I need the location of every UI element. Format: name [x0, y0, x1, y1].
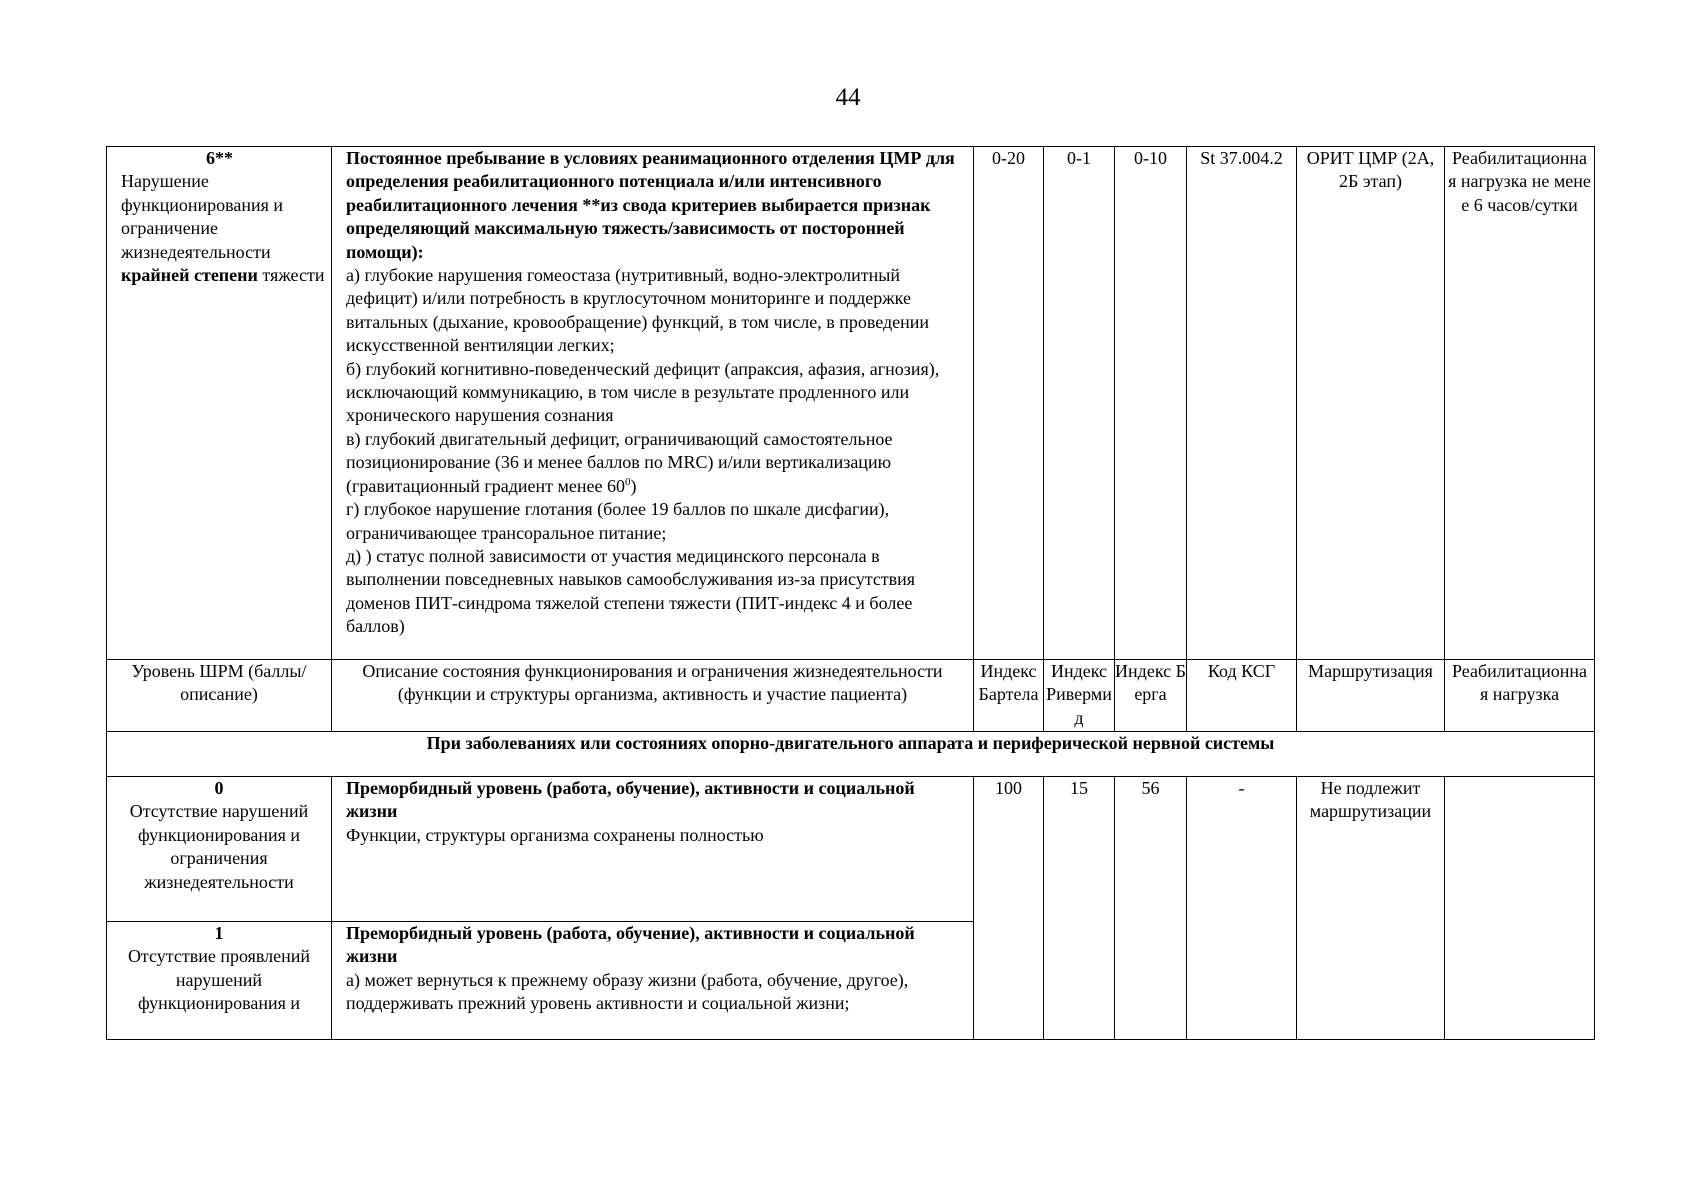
rehab-scale-table — [106, 146, 1595, 1040]
header-level: Уровень ШРМ (баллы/описание) — [107, 660, 332, 732]
level-text-end: тяжести — [262, 265, 325, 286]
description-text: а) может вернуться к прежнему образу жизни (работа, обучение, другое), поддерживать прежний уровень активности и социальной жизни; — [346, 969, 909, 1014]
level-text-bold: крайней степени — [121, 265, 258, 286]
rivermead-cell: 15 — [1044, 777, 1115, 1040]
table-row-level-0 — [107, 777, 1595, 922]
barthel-cell: 0-20 — [974, 147, 1044, 660]
page-number: 44 — [835, 84, 861, 111]
criterion-g: г) глубокое нарушение глотания (более 19 баллов по шкале дисфагии), ограничивающее трансоральное питание; — [346, 499, 890, 543]
section-title: При заболеваниях или состояниях опорно-двигательного аппарата и периферической нервной системы — [107, 732, 1595, 777]
barthel-cell: 100 — [974, 777, 1044, 1040]
level-text: Отсутствие нарушений функционирования и ограничения жизнедеятельности — [129, 801, 309, 892]
level-cell — [107, 147, 332, 660]
load-cell: Реабилитационная нагрузка не менее 6 часов/сутки — [1445, 147, 1595, 660]
header-routing: Маршрутизация — [1297, 660, 1445, 732]
criterion-v-text: в) глубокий двигательный дефицит, ограничивающий самостоятельное позиционирование (36 и менее баллов по MRC) и/или вертикализацию (гравитационный градиент менее 60 — [346, 428, 893, 496]
description-cell — [332, 922, 974, 1040]
load-cell — [1445, 777, 1595, 1040]
description-bold: Постоянное пребывание в условиях реанимационного отделения ЦМР для определения реабилитационного потенциала и/или интенсивного реабилитационного лечения **из свода критериев выбирается признак определяющий максимальную тяжесть/зависимость от посторонней помощи): — [346, 148, 955, 262]
criterion-v — [346, 428, 970, 498]
level-number: 0 — [214, 778, 224, 798]
header-rivermead: Индекс Ривермид — [1044, 660, 1115, 732]
level-text: Отсутствие проявлений нарушений функционирования и — [127, 946, 311, 1014]
description-text: Функции, структуры организма сохранены полностью — [346, 824, 764, 845]
header-berg: Индекс Берга — [1115, 660, 1187, 732]
description-bold: Преморбидный уровень (работа, обучение), активности и социальной жизни — [346, 923, 915, 967]
description-bold: Преморбидный уровень (работа, обучение), активности и социальной жизни — [346, 778, 915, 822]
header-description: Описание состояния функционирования и ограничения жизнедеятельности (функции и структуры организма, активность и участие пациента) — [332, 660, 974, 732]
criterion-v-end: ) — [630, 475, 637, 496]
berg-cell: 0-10 — [1115, 147, 1187, 660]
criterion-a: а) глубокие нарушения гомеостаза (нутритивный, водно-электролитный дефицит) и/или потребность в круглосуточном мониторинге и поддержке витальных (дыхание, кровообращение) функций, в том числе, в проведении искусственной вентиляции легких; — [346, 265, 930, 356]
header-barthel: Индекс Бартела — [974, 660, 1044, 732]
level-cell — [107, 777, 332, 922]
rivermead-cell: 0-1 — [1044, 147, 1115, 660]
criterion-b: б) глубокий когнитивно-поведенческий дефицит (апраксия, афазия, агнозия), исключающий коммуникацию, в том числе в результате продленного или хронического нарушения сознания — [346, 358, 940, 426]
routing-cell: Не подлежит маршрутизации — [1297, 777, 1445, 1040]
header-ksg: Код КСГ — [1187, 660, 1297, 732]
table-header-row — [107, 660, 1595, 732]
ksg-cell: - — [1187, 777, 1297, 1040]
description-cell — [332, 147, 974, 660]
criterion-d: д) ) статус полной зависимости от участия медицинского персонала в выполнении повседневных навыков самообслуживания из-за присутствия доменов ПИТ-синдрома тяжелой степени тяжести (ПИТ-индекс 4 и более баллов) — [346, 545, 916, 637]
routing-cell: ОРИТ ЦМР (2А, 2Б этап) — [1297, 147, 1445, 660]
description-cell — [332, 777, 974, 922]
degree-sup: 0 — [624, 475, 631, 488]
level-number: 6** — [206, 148, 233, 168]
level-text: Нарушение функционирования и ограничение жизнедеятельности — [121, 171, 284, 262]
level-number: 1 — [214, 923, 224, 943]
level-cell — [107, 922, 332, 1040]
table-row-level-6 — [107, 147, 1595, 660]
header-load: Реабилитационная нагрузка — [1445, 660, 1595, 732]
berg-cell: 56 — [1115, 777, 1187, 1040]
ksg-cell: St 37.004.2 — [1187, 147, 1297, 660]
section-row — [107, 732, 1595, 777]
